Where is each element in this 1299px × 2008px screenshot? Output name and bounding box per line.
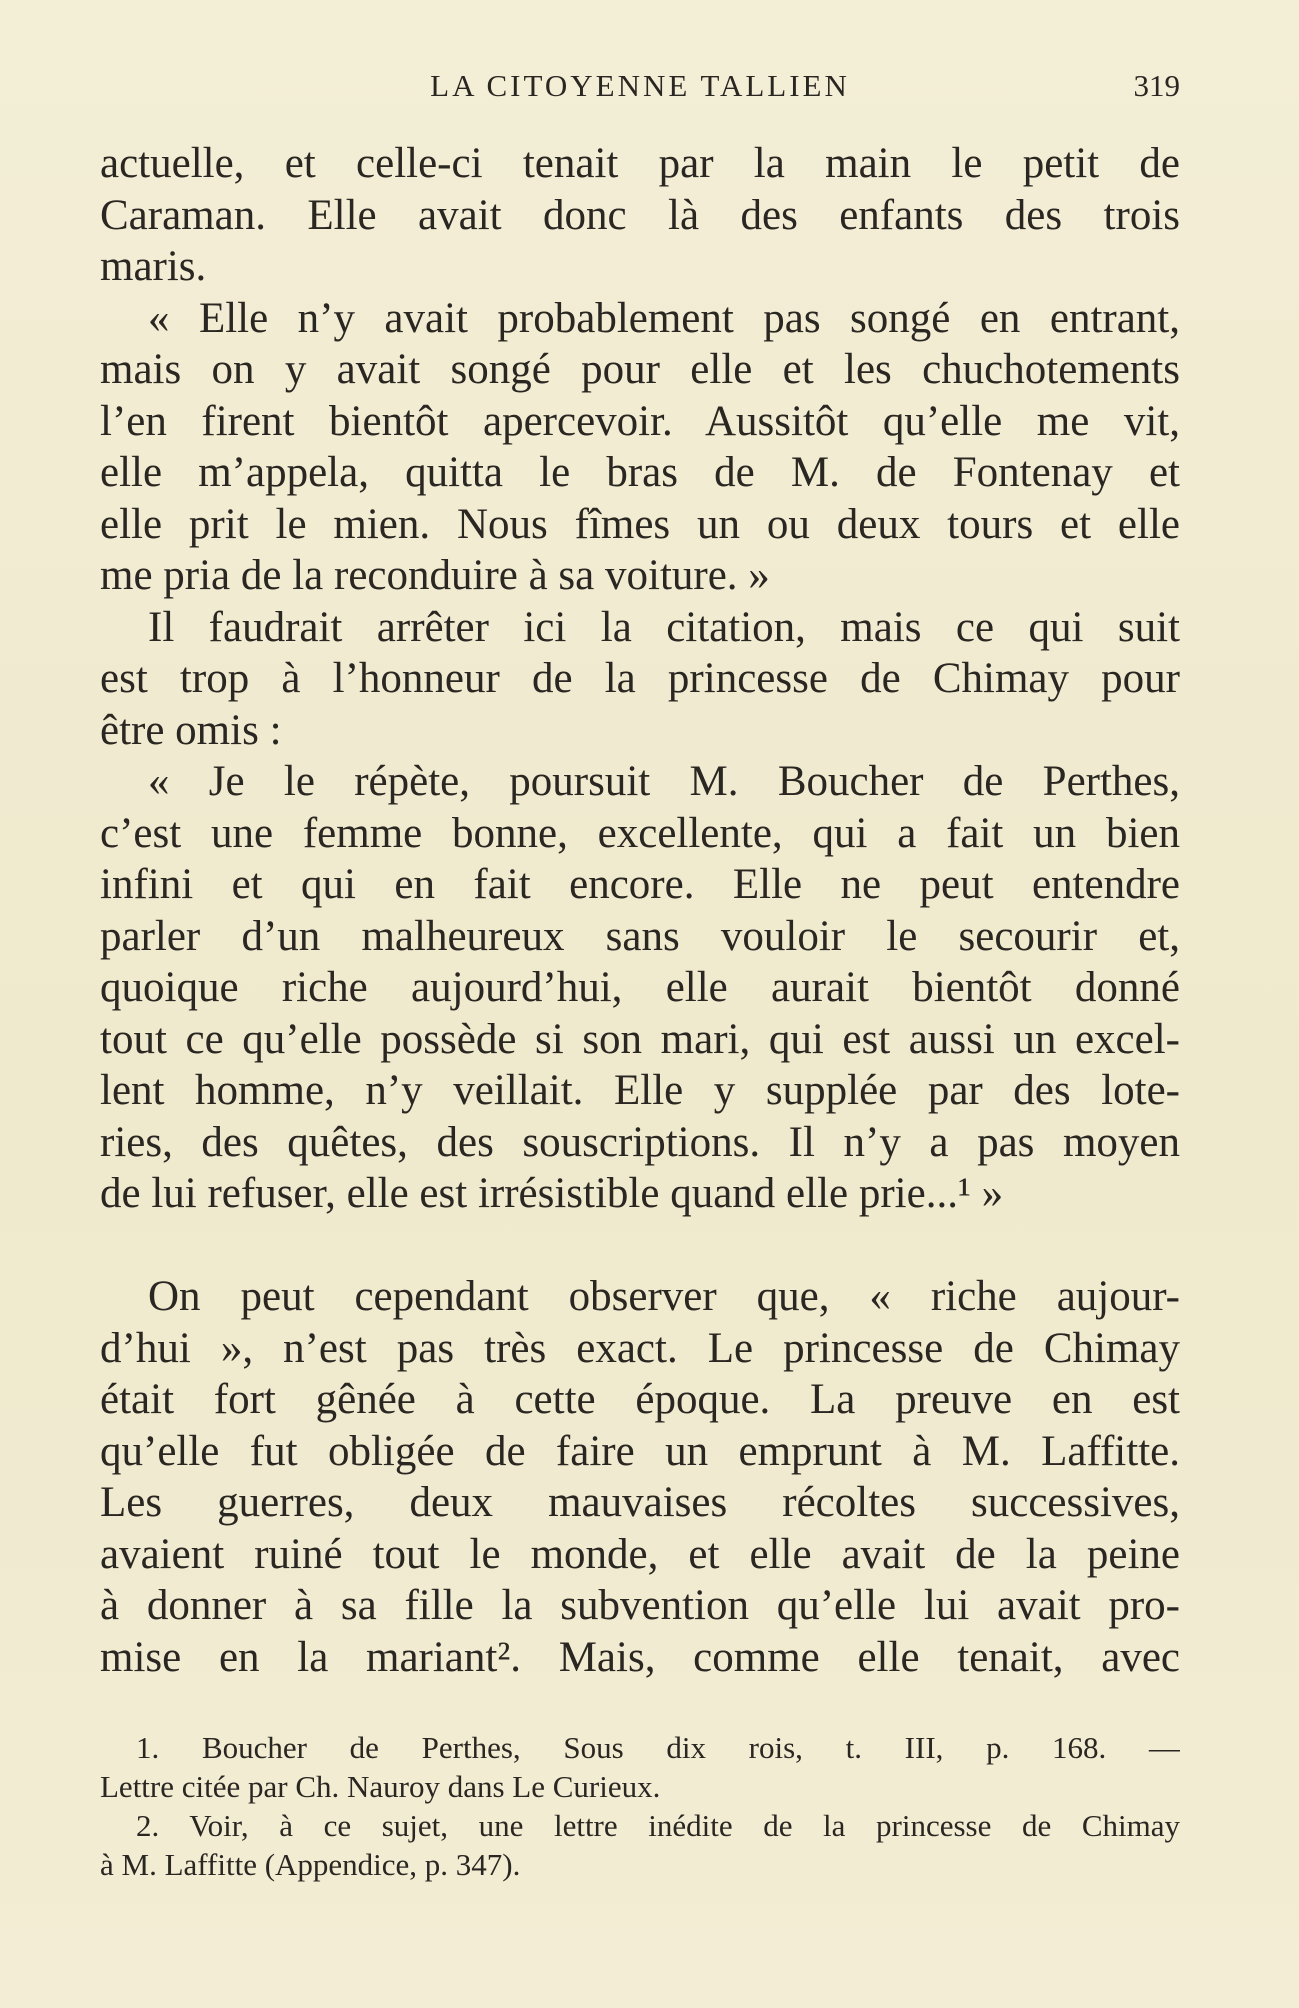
text-line: elle m’appela, quitta le bras de M. de Fontenay et: [100, 449, 1180, 496]
text-line: lent homme, n’y veillait. Elle y supplée par des lote-: [100, 1067, 1180, 1114]
text-line: qu’elle fut obligée de faire un emprunt à M. Laffitte.: [100, 1427, 1180, 1475]
text-line: quoique riche aujourd’hui, elle aurait bientôt donné: [100, 964, 1180, 1011]
text-line: l’en firent bientôt apercevoir. Aussitôt qu’elle me vit,: [100, 397, 1180, 445]
running-head: [100, 68, 1180, 116]
text-line: être omis :: [100, 706, 282, 754]
paragraph-gap: [100, 1220, 1180, 1272]
text-line: d’hui », n’est pas très exact. Le princesse de Chimay: [100, 1324, 1180, 1372]
text-line: mais on y avait songé pour elle et les chuchotements: [100, 346, 1180, 393]
text-line: On peut cependant observer que, « riche aujour-: [148, 1273, 1180, 1320]
text-line: ries, des quêtes, des souscriptions. Il n’y a pas moyen: [100, 1118, 1180, 1166]
footnotes: [100, 1728, 1180, 1884]
footnote-line: à M. Laffitte (Appendice, p. 347).: [100, 1847, 521, 1882]
text-line: « Elle n’y avait probablement pas songé en entrant,: [148, 294, 1180, 342]
text-line: parler d’un malheureux sans vouloir le secourir et,: [100, 912, 1180, 960]
text-line: c’est une femme bonne, excellente, qui a fait un bien: [100, 809, 1180, 857]
footnote-line: 2. Voir, à ce sujet, une lettre inédite de la princesse de Chimay: [136, 1808, 1180, 1843]
text-line: Les guerres, deux mauvaises récoltes successives,: [100, 1479, 1180, 1526]
text-line: était fort gênée à cette époque. La preuve en est: [100, 1376, 1180, 1423]
footnote-line: 1. Boucher de Perthes, Sous dix rois, t. III, p. 168. —: [136, 1730, 1180, 1765]
running-title: LA CITOYENNE TALLIEN: [430, 68, 850, 103]
text-line: me pria de la reconduire à sa voiture. »: [100, 552, 770, 599]
text-line: actuelle, et celle-ci tenait par la main le petit de: [100, 140, 1180, 187]
text-line: maris.: [100, 243, 207, 290]
text-line: elle prit le mien. Nous fîmes un ou deux tours et elle: [100, 500, 1180, 548]
page-number: 319: [1133, 68, 1180, 103]
text-line: Caraman. Elle avait donc là des enfants des trois: [100, 191, 1180, 239]
text-line: avaient ruiné tout le monde, et elle avait de la peine: [100, 1530, 1180, 1578]
body-text: [100, 138, 1180, 1683]
text-line: infini et qui en fait encore. Elle ne peut entendre: [100, 861, 1180, 908]
text-line: de lui refuser, elle est irrésistible quand elle prie...¹ »: [100, 1170, 1004, 1217]
footnote-line: Lettre citée par Ch. Nauroy dans Le Curieux.: [100, 1769, 661, 1804]
text-line: est trop à l’honneur de la princesse de Chimay pour: [100, 655, 1180, 702]
text-line: Il faudrait arrêter ici la citation, mais ce qui suit: [148, 603, 1180, 651]
text-line: tout ce qu’elle possède si son mari, qui est aussi un excel-: [100, 1015, 1180, 1063]
text-line: mise en la mariant². Mais, comme elle tenait, avec: [100, 1633, 1180, 1681]
text-line: « Je le répète, poursuit M. Boucher de Perthes,: [148, 758, 1180, 805]
text-line: à donner à sa fille la subvention qu’elle lui avait pro-: [100, 1582, 1180, 1629]
